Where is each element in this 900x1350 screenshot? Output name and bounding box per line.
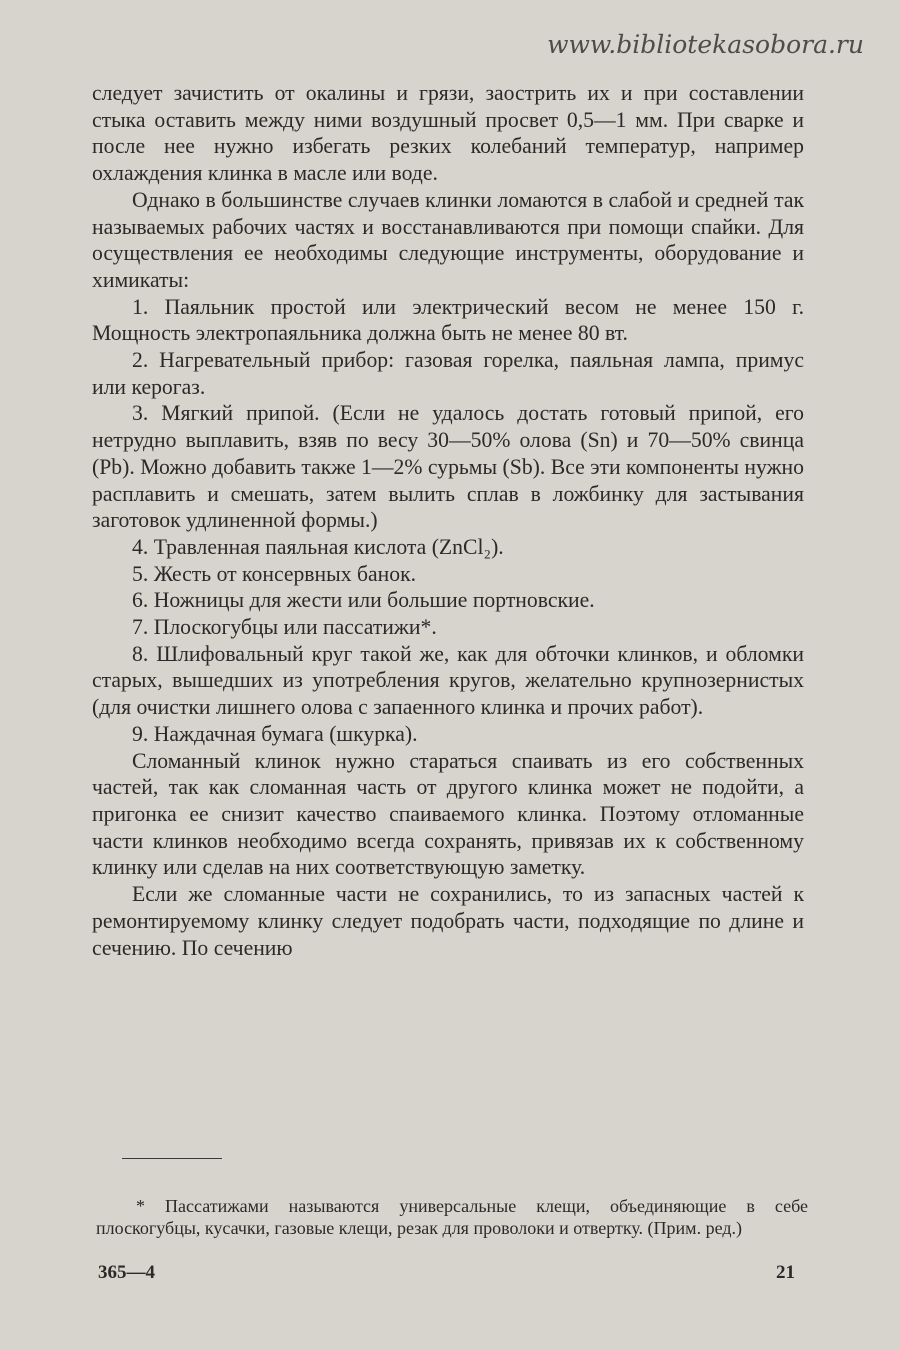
- list-item: 6. Ножницы для жести или большие портновские.: [132, 588, 595, 613]
- list-item: 7. Плоскогубцы или пассатижи*.: [132, 615, 437, 640]
- printer-signature: 365—4: [98, 1262, 155, 1283]
- list-item: 3. Мягкий припой. (Если не удалось достать готовый припой, его нетрудно выплавить, взяв по весу 30—50% олова (Sn) и 70—50% свинца (Pb). Можно добавить также 1—2% сурьмы (Sb). Все эти компоненты нужно расплавить и смешать, затем вылить сплав в ложбинку для застывания заготовок удлиненной формы.): [92, 401, 804, 533]
- list-item: 2. Нагревательный прибор: газовая горелка, паяльная лампа, примус или керогаз.: [92, 348, 804, 399]
- list-item: 5. Жесть от консервных банок.: [132, 561, 417, 586]
- list-item: 1. Паяльник простой или электрический весом не менее 150 г. Мощность электропаяльника должна быть не менее 80 вт.: [92, 294, 804, 346]
- watermark: www.bibliotekasobora.ru: [547, 30, 864, 59]
- page-number: 21: [776, 1262, 795, 1283]
- footnote-divider: [122, 1158, 222, 1159]
- body-text: [92, 80, 804, 961]
- list-item: 9. Наждачная бумага (шкурка).: [132, 721, 418, 746]
- paragraph: следует зачистить от окалины и грязи, заострить их и при составлении стыка оставить между ними воздушный просвет 0,5—1 мм. При сварке и после нее нужно избегать резких колебаний температур, например охлаждения клинка в масле или воде.: [92, 81, 804, 186]
- list-item: 4. Травленная паяльная кислота (ZnCl₂).: [132, 534, 504, 559]
- paragraph: Однако в большинстве случаев клинки ломаются в слабой и средней так называемых рабочих частях и восстанавливаются при помощи спайки. Для осуществления ее необходимы следующие инструменты, оборудование и химикаты:: [92, 187, 804, 292]
- list-item: 8. Шлифовальный круг такой же, как для обточки клинков, и обломки старых, вышедших из употребления кругов, желательно крупнозернистых (для очистки лишнего олова с запаенного клинка и прочих работ).: [92, 641, 804, 720]
- paragraph: Если же сломанные части не сохранились, то из запасных частей к ремонтируемому клинку следует подобрать части, подходящие по длине и сечению. По сечению: [92, 882, 804, 960]
- paragraph: Сломанный клинок нужно стараться спаивать из его собственных частей, так как сломанная часть от другого клинка может не подойти, а пригонка ее снизит качество спаиваемого клинка. Поэтому отломанные части клинков необходимо всегда сохранять, привязав их к собственному клинку или сделав на них соответствующую заметку.: [92, 748, 804, 880]
- footnote: * Пассатижами называются универсальные клещи, объединяющие в себе плоскогубцы, кусачки, газовые клещи, резак для проволоки и отвертку. (Прим. ред.): [96, 1196, 808, 1238]
